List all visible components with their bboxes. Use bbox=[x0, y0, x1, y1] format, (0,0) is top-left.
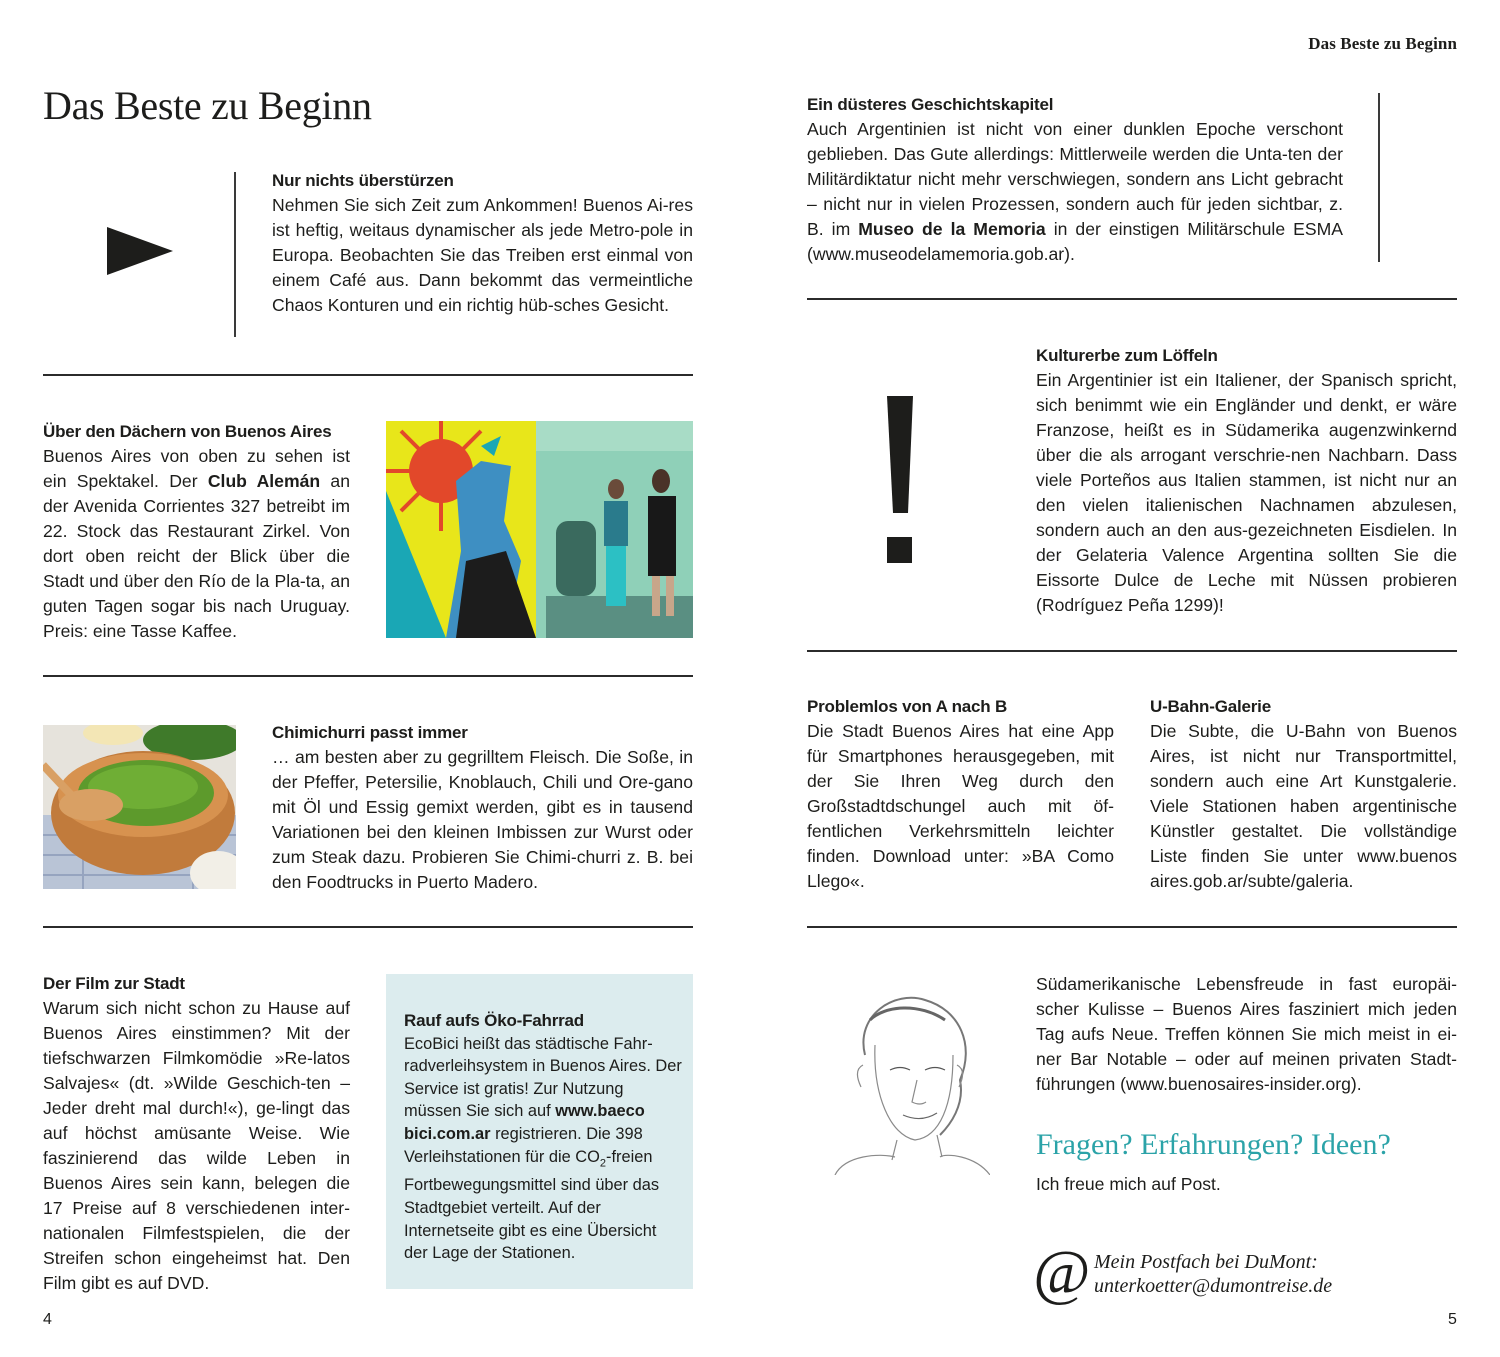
page-number-left: 4 bbox=[43, 1311, 52, 1328]
tip-title: Problemlos von A nach B bbox=[807, 697, 1008, 716]
tip-problemlos-von-a-nach-b bbox=[807, 694, 1114, 894]
section-divider bbox=[807, 926, 1457, 928]
section-divider bbox=[807, 298, 1457, 300]
author-bio-text: Südamerikanische Lebensfreude in fast europäi-scher Kulisse – Buenos Aires fasziniert mich jeden Tag aufs Neue. Treffen können Sie mich meist in ei-ner Bar Notable – oder auf meinen privaten Stadt-führungen (www.buenosaires-insider.org). bbox=[1036, 974, 1457, 1094]
tip-der-film-zur-stadt bbox=[43, 971, 350, 1296]
chimichurri-bowl-photo bbox=[43, 725, 236, 889]
tip-body: Ein Argentinier ist ein Italiener, der Spanisch spricht, sich benimmt wie ein Engländer und denkt, er wäre Franzose, heißt es in Südamerika augenzwinkernd über die als arrogant verschrie-nen Nachbarn. Dass viele Porteños aus Italien stammen, ist nicht nur an den vielen italienischen Nachnamen abzulesen, sondern auch an den aus-gezeichneten Eisdielen. In der Gelateria Valence Argentina sollten Sie die Eissorte Dulce de Leche mit Nüssen probieren (Rodríguez Peña 1299)! bbox=[1036, 370, 1457, 615]
mail-label: Mein Postfach bei DuMont: bbox=[1094, 1251, 1318, 1273]
tip-body-bold: Club Alemán bbox=[207, 471, 321, 491]
tip-body-text: in der einstigen Militärschule ESMA (www.museodelamemoria.gob.ar). bbox=[807, 219, 1344, 264]
exclamation-icon bbox=[885, 396, 921, 564]
tip-body: … am besten aber zu gegrilltem Fleisch. Die Soße, in der Pfeffer, Petersilie, Knoblauch, Chili und Ore-gano mit Öl und Essig gemixt werden, gibt es in tausend Variationen bei den kleinen Imbissen zur Wurst oder zum Steak dazu. Probieren Sie Chimi-churri z. B. bei den Foodtrucks in Puerto Madero. bbox=[272, 747, 693, 892]
infobox-text: EcoBici heißt das städtische Fahr-radverleihsystem in Buenos Aires. Der Service ist gratis! Zur Nutzung müssen Sie sich auf bbox=[404, 1034, 682, 1121]
tip-chimichurri bbox=[272, 720, 693, 895]
author-bio bbox=[1036, 972, 1457, 1097]
tip-duesteres-geschichtskapitel bbox=[807, 92, 1343, 267]
infobox-text: -freien Fortbewegungsmittel sind über das Stadtgebiet verteilt. Auf der Internetseite gibt es eine Übersicht der Lage der Stationen. bbox=[404, 1147, 660, 1263]
tip-body: Die Stadt Buenos Aires hat eine App für Smartphones herausgegeben, mit der Sie Ihren Weg durch den Großstadtdschungel auch mit öf-fentlichen Verkehrsmitteln leichter finden. Download unter: »BA Como Llego«. bbox=[807, 721, 1114, 891]
section-divider bbox=[43, 675, 693, 677]
infobox-text: registrieren. Die 398 Verleihstationen für die CO bbox=[404, 1124, 643, 1166]
page-number-right: 5 bbox=[1448, 1311, 1457, 1328]
tip-title: U-Bahn-Galerie bbox=[1150, 697, 1271, 716]
tip-body-text: Auch Argentinien ist nicht von einer dunklen Epoche verschont geblieben. Das Gute allerdings: Mittlerweile werden die Unta-ten der Militärdiktatur nicht mehr verschwiegen, sondern ans Licht gebracht – nicht nur in vielen Prozessen, sondern auch für jeden sichtbar, z. B. im bbox=[807, 119, 1343, 239]
tip-title: Chimichurri passt immer bbox=[272, 723, 468, 742]
tip-title: Der Film zur Stadt bbox=[43, 974, 185, 993]
tip-ueber-den-daechern bbox=[43, 419, 350, 644]
ecobici-link[interactable]: www.baeco bici.com.ar bbox=[404, 1102, 645, 1143]
tip-title: Über den Dächern von Buenos Aires bbox=[43, 422, 332, 441]
tip-title: Kulturerbe zum Löffeln bbox=[1036, 346, 1218, 365]
section-divider bbox=[807, 650, 1457, 652]
vertical-divider bbox=[1378, 93, 1380, 262]
tip-body-text: Buenos Aires von oben zu sehen ist ein Spektakel. Der bbox=[43, 446, 350, 491]
infobox-body bbox=[404, 1033, 684, 1265]
tip-body-text: an der Avenida Corrientes 327 betreibt im 22. Stock das Restaurant Zirkel. Von dort oben reicht der Blick über die Stadt und über den Río de la Pla-ta, an guten Tagen sogar bis nach Uruguay. Preis: eine Tasse Kaffee. bbox=[43, 471, 350, 641]
tip-body bbox=[43, 444, 350, 644]
tip-body-bold: Museo de la Memoria bbox=[858, 219, 1046, 239]
infobox-oeko-fahrrad bbox=[386, 974, 693, 1289]
section-divider bbox=[43, 926, 693, 928]
tip-body: Die Subte, die U-Bahn von Buenos Aires, ist nicht nur Transportmittel, sondern auch eine Art Kunstgalerie. Viele Stationen haben argentinische Künstler gestaltet. Die vollständige Liste finden Sie unter www.buenos aires.gob.ar/subte/galeria. bbox=[1150, 721, 1457, 891]
tip-body: Nehmen Sie sich Zeit zum Ankommen! Buenos Ai-res ist heftig, weitaus dynamischer als jede Metro-pole in Europa. Beobachten Sie das Treiben erst einmal von einem Café aus. Dann bekommt das vermeintliche Chaos Konturen und ein richtig hüb-sches Gesicht. bbox=[272, 195, 693, 315]
tip-title: Nur nichts überstürzen bbox=[272, 171, 454, 190]
tip-kulturerbe-zum-loeffeln bbox=[1036, 343, 1457, 618]
play-triangle-icon bbox=[107, 227, 173, 275]
at-sign-icon: @ bbox=[1033, 1239, 1091, 1307]
page-title: Das Beste zu Beginn bbox=[43, 83, 372, 128]
author-pencil-portrait bbox=[825, 985, 990, 1175]
contact-heading: Fragen? Erfahrungen? Ideen? bbox=[1036, 1128, 1391, 1161]
running-head: Das Beste zu Beginn bbox=[1308, 34, 1457, 53]
subscript-2: 2 bbox=[599, 1156, 607, 1169]
tip-body bbox=[807, 117, 1343, 267]
tip-u-bahn-galerie bbox=[1150, 694, 1457, 894]
vertical-divider bbox=[234, 172, 236, 337]
infobox-content bbox=[404, 1010, 684, 1265]
infobox-title: Rauf aufs Öko-Fahrrad bbox=[404, 1011, 584, 1030]
mail-address-link[interactable]: unterkoetter@dumontreise.de bbox=[1094, 1275, 1333, 1297]
tip-body: Warum sich nicht schon zu Hause auf Buenos Aires einstimmen? Mit der tiefschwarzen Filmkomödie »Re-latos Salvajes« (dt. »Wilde Geschich-ten – Jeder dreht mal durch!«), ge-lingt das auf höchst amüsante Weise. Wie faszinierend das wilde Leben in Buenos Aires sein kann, belegen die 17 Preise auf 8 verschiedenen inter-nationalen Filmfestspielen, die der Streifen schon eingeheimst hat. Den Film gibt es auf DVD. bbox=[43, 998, 350, 1293]
tip-nur-nichts-ueberstuerzen bbox=[272, 168, 693, 318]
subway-station-mural-photo bbox=[386, 421, 693, 638]
contact-subtext: Ich freue mich auf Post. bbox=[1036, 1174, 1221, 1194]
tip-title: Ein düsteres Geschichtskapitel bbox=[807, 95, 1054, 114]
section-divider bbox=[43, 374, 693, 376]
